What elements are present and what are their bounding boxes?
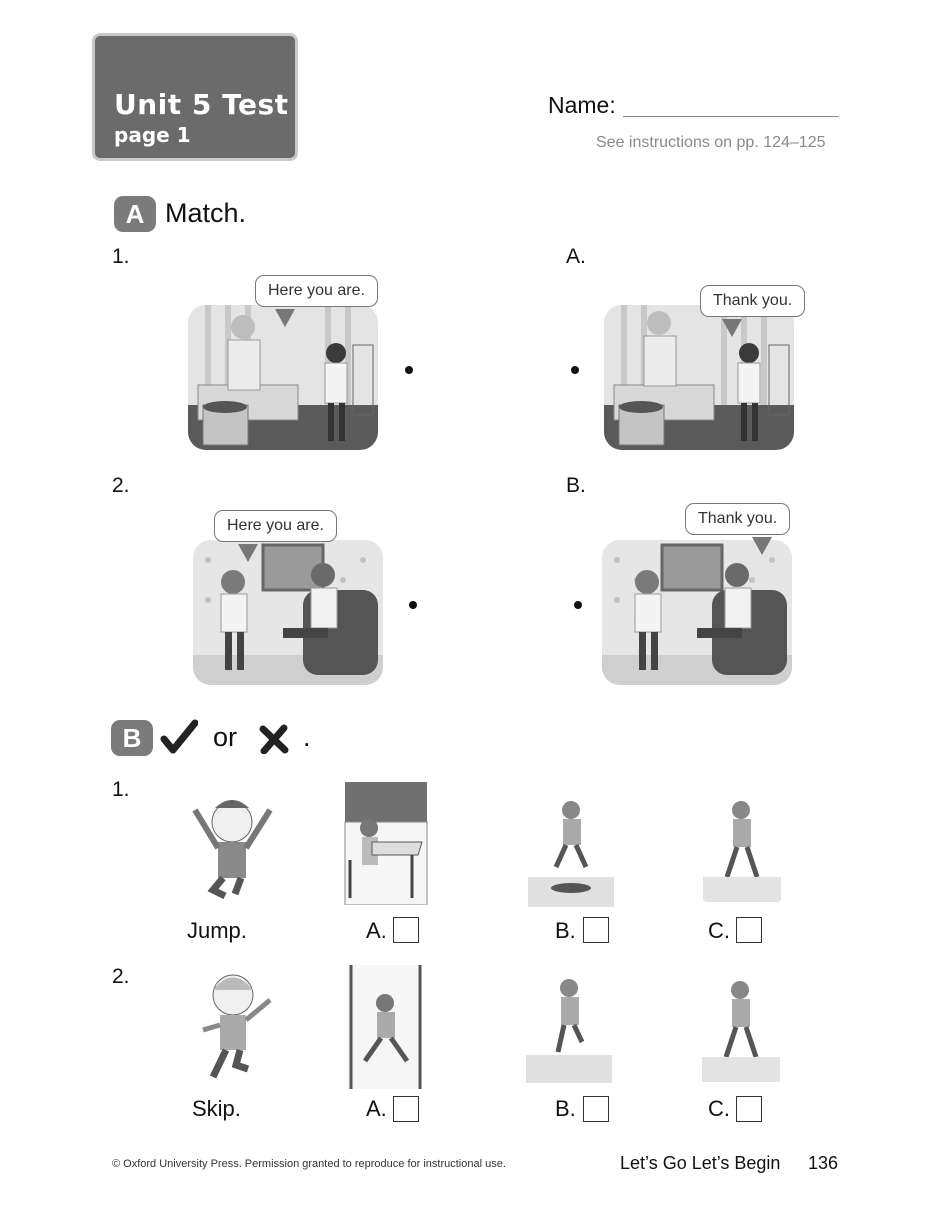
- option-a-match-dot[interactable]: [571, 366, 579, 374]
- row-1-option-c-checkbox[interactable]: [736, 917, 762, 943]
- cross-mark-icon: [258, 724, 290, 754]
- scene-2-speech-bubble: Here you are.: [214, 510, 337, 542]
- unit-title-box: [92, 33, 298, 161]
- row-1-option-b-checkbox[interactable]: [583, 917, 609, 943]
- row-2-option-a-checkbox[interactable]: [393, 1096, 419, 1122]
- name-label: Name:: [548, 92, 616, 118]
- row-2-skip-picture: [188, 965, 278, 1085]
- option-b-match-dot[interactable]: [574, 601, 582, 609]
- unit-subtitle: page 1: [114, 123, 191, 147]
- check-mark-icon: [160, 719, 198, 755]
- item-2-match-dot[interactable]: [409, 601, 417, 609]
- option-a-letter: A.: [566, 245, 586, 268]
- scene-1-speech-bubble: Here you are.: [255, 275, 378, 307]
- item-1-match-dot[interactable]: [405, 366, 413, 374]
- row-2-hop-picture: [524, 970, 614, 1085]
- row-1-jump-picture: [185, 790, 280, 910]
- row-2-action-label: Skip.: [192, 1096, 241, 1121]
- row-1-action-label: Jump.: [187, 918, 247, 943]
- section-a-badge: A: [114, 196, 156, 232]
- row-1-option-a-label: A.: [366, 918, 387, 943]
- scene-a-shop: [604, 305, 794, 450]
- footer-copyright: © Oxford University Press. Permission granted to reproduce for instructional use.: [112, 1158, 506, 1170]
- scene-b-bubble-tail: [752, 537, 772, 555]
- unit-title: Unit 5 Test: [114, 88, 289, 121]
- item-2-number: 2.: [112, 474, 130, 497]
- scene-2-illustration: [193, 540, 383, 685]
- scene-b-living-room: [602, 540, 792, 685]
- row-2-option-a-label: A.: [366, 1096, 387, 1121]
- row-1-hop-picture: [526, 792, 616, 907]
- row-2-option-c-label: C.: [708, 1096, 730, 1121]
- footer-page-number: 136: [808, 1153, 839, 1173]
- scene-b-speech-bubble: Thank you.: [685, 503, 790, 535]
- scene-2-bubble-tail: [238, 544, 258, 562]
- row-2-option-b-label: B.: [555, 1096, 576, 1121]
- footer-book-title: Let’s Go Let’s Begin: [620, 1153, 781, 1173]
- section-b-badge: B: [111, 720, 153, 756]
- scene-b-illustration: [602, 540, 792, 685]
- option-b-letter: B.: [566, 474, 586, 497]
- scene-1-bubble-tail: [275, 309, 295, 327]
- row-1-option-c-label: C.: [708, 918, 730, 943]
- row-1-option-a-checkbox[interactable]: [393, 917, 419, 943]
- item-1-number: 1.: [112, 245, 130, 268]
- row-1-walk-picture: [703, 792, 781, 902]
- row-1-option-b-label: B.: [555, 918, 576, 943]
- row-2-run-picture: [345, 963, 425, 1091]
- row-2-option-c-checkbox[interactable]: [736, 1096, 762, 1122]
- section-b-or: or: [213, 722, 238, 752]
- row-1-desk-picture: [342, 780, 430, 905]
- section-a-title: Match.: [165, 198, 247, 228]
- row-1-number: 1.: [112, 778, 130, 801]
- scene-a-speech-bubble: Thank you.: [700, 285, 805, 317]
- row-2-number: 2.: [112, 965, 130, 988]
- row-2-option-b-checkbox[interactable]: [583, 1096, 609, 1122]
- name-field[interactable]: [623, 116, 839, 117]
- instructions-note: See instructions on pp. 124–125: [596, 134, 826, 151]
- scene-a-bubble-tail: [722, 319, 742, 337]
- scene-2-living-room: [193, 540, 383, 685]
- scene-a-illustration: [604, 305, 794, 450]
- row-2-walk-picture: [702, 972, 780, 1084]
- section-b-period: .: [303, 722, 311, 752]
